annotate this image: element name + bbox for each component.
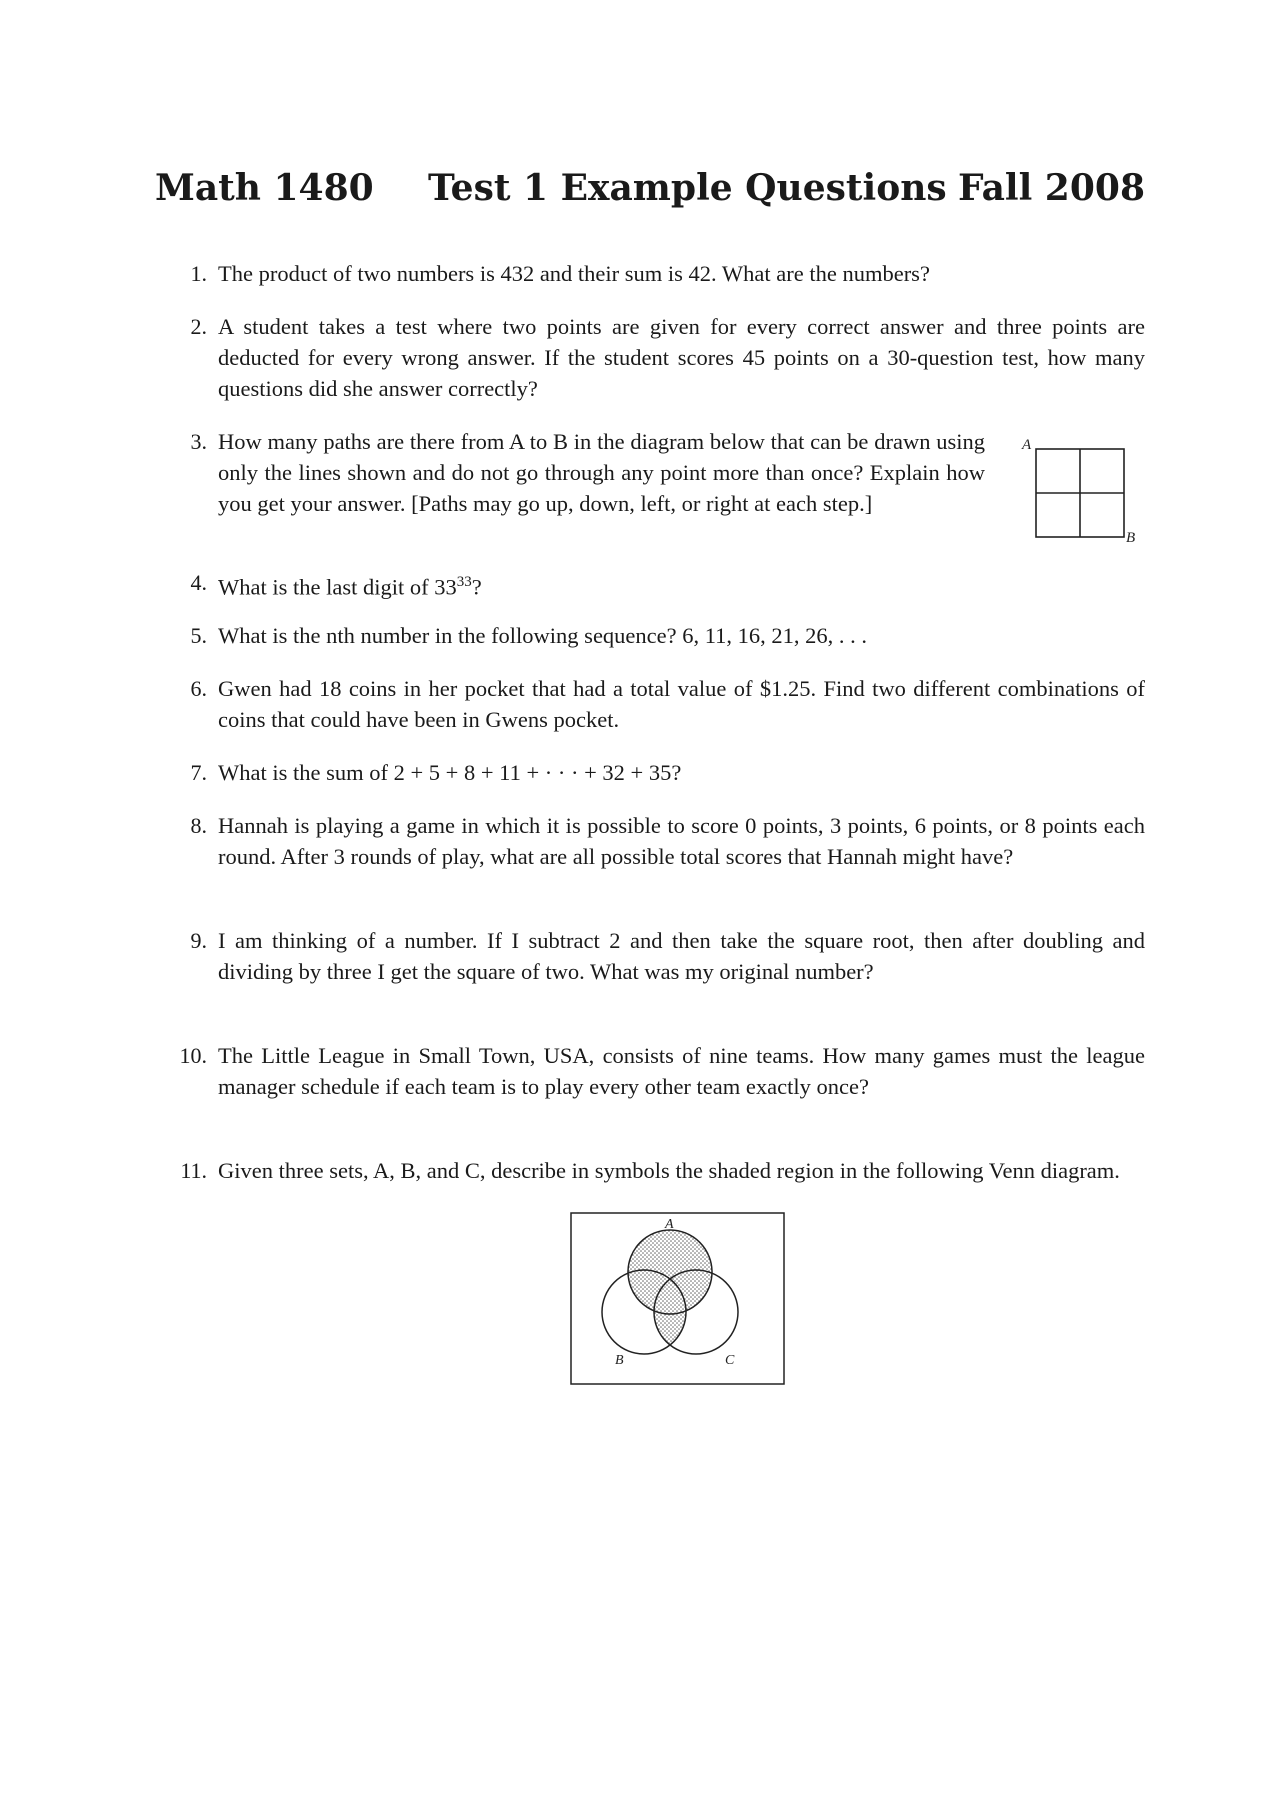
question-number: 6. <box>190 676 207 701</box>
question-text: The product of two numbers is 432 and their sum is 42. What are the numbers? <box>218 261 930 286</box>
grid-label-a: A <box>1022 437 1032 453</box>
question-text: Gwen had 18 coins in her pocket that had a total value of $1.25. Find two different combinations of coins that could have been in Gwens pocket. <box>218 676 1145 732</box>
question-1 <box>155 258 1145 289</box>
question-5 <box>155 620 1145 651</box>
question-3 <box>155 426 985 519</box>
question-number: 10. <box>179 1043 207 1068</box>
question-number: 2. <box>190 314 207 339</box>
question-text: A student takes a test where two points are given for every correct answer and three points are deducted for every wrong answer. If the student scores 45 points on a 30-question test, how many questions did she answer correctly? <box>218 314 1145 401</box>
question-text: What is the nth number in the following sequence? 6, 11, 16, 21, 26, . . . <box>218 623 868 648</box>
venn-diagram <box>570 1212 785 1385</box>
grid-label-b: B <box>1126 530 1136 544</box>
question-text-start: What is the last digit of 33 <box>218 574 457 600</box>
venn-label-b: B <box>615 1353 624 1368</box>
question-6 <box>155 673 1145 735</box>
page-title: Test 1 Example Questions <box>428 167 947 209</box>
question-2 <box>155 311 1145 404</box>
question-text: I am thinking of a number. If I subtract 2 and then take the square root, then after doubling and dividing by three I get the square of two. What was my original number? <box>218 928 1145 984</box>
question-11 <box>155 1155 1145 1186</box>
question-9 <box>155 925 1145 987</box>
question-number: 4. <box>190 570 207 595</box>
question-text: Hannah is playing a game in which it is possible to score 0 points, 3 points, 6 points, or 8 points each round. After 3 rounds of play, what are all possible total scores that Hannah might have? <box>218 813 1145 869</box>
course-name: Math 1480 <box>155 167 374 209</box>
path-grid-diagram <box>1018 434 1138 544</box>
venn-label-c: C <box>725 1353 735 1368</box>
question-text: The Little League in Small Town, USA, consists of nine teams. How many games must the league manager schedule if each team is to play every other team exactly once? <box>218 1043 1145 1099</box>
question-4 <box>155 567 1145 603</box>
exponent: 33 <box>456 574 472 590</box>
question-number: 3. <box>190 429 207 454</box>
question-7 <box>155 757 1145 788</box>
question-text: Given three sets, A, B, and C, describe in symbols the shaded region in the following Venn diagram. <box>218 1158 1120 1183</box>
question-number: 5. <box>190 623 207 648</box>
question-number: 7. <box>190 760 207 785</box>
question-text: What is the sum of 2 + 5 + 8 + 11 + · · · + 32 + 35? <box>218 760 682 785</box>
question-10 <box>155 1040 1145 1102</box>
question-text: How many paths are there from A to B in the diagram below that can be drawn using only the lines shown and do not go through any point more than once? Explain how you get your answer. [Paths may go up, down, left, or right at each step.] <box>218 429 985 516</box>
question-number: 1. <box>190 261 207 286</box>
question-number: 9. <box>190 928 207 953</box>
venn-label-a: A <box>665 1217 674 1232</box>
question-number: 11. <box>180 1158 207 1183</box>
question-text-end: ? <box>471 574 482 600</box>
question-number: 8. <box>190 813 207 838</box>
question-8 <box>155 810 1145 872</box>
term-label: Fall 2008 <box>958 167 1145 209</box>
page-header <box>155 167 1145 217</box>
question-text <box>218 567 1145 603</box>
